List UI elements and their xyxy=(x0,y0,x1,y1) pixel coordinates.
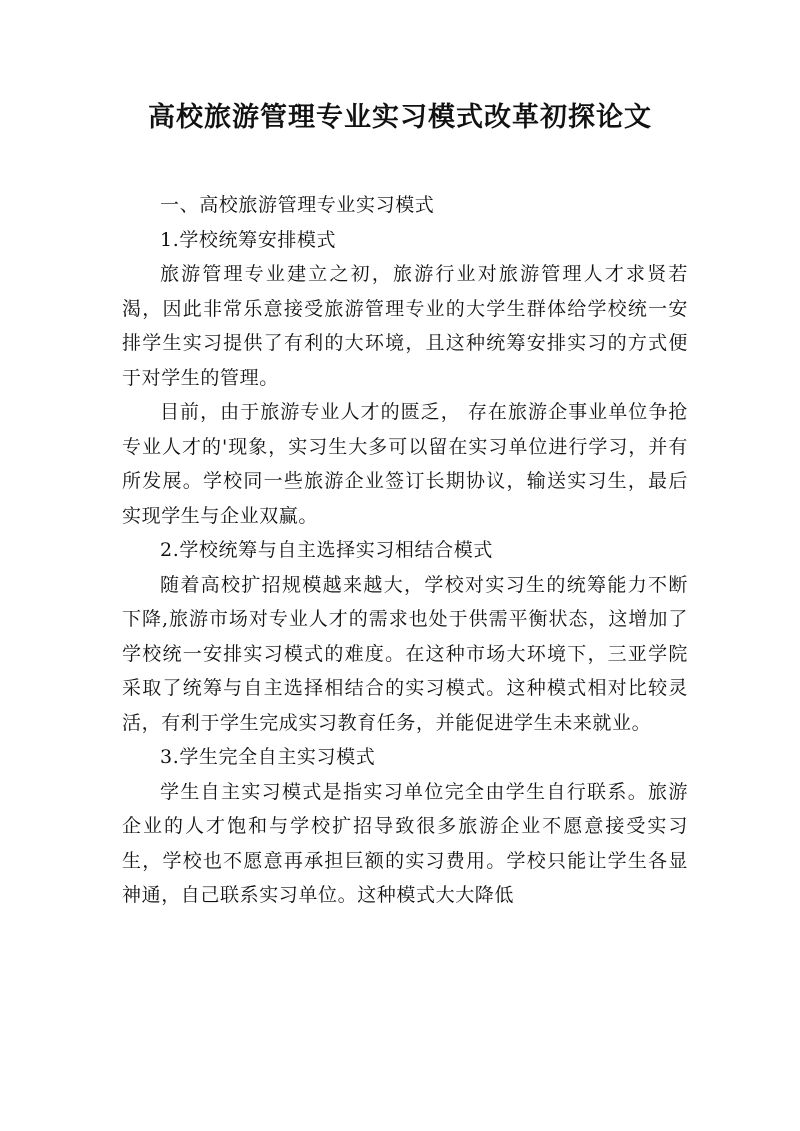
paragraph-2: 目前，由于旅游专业人才的匮乏， 存在旅游企事业单位争抢专业人才的'现象，实习生大多可以留在实习单位进行学习，并有所发展。学校同一些旅游企业签订长期协议，输送实习生，最后实现学生与企业双赢。 xyxy=(122,401,688,527)
section-heading-1: 一、高校旅游管理专业实习模式 xyxy=(160,194,435,216)
subsection-heading-2: 2.学校统筹与自主选择实习相结合模式 xyxy=(160,539,493,561)
document-body xyxy=(122,188,688,913)
subsection-heading-3: 3.学生完全自主实习模式 xyxy=(160,746,376,768)
paragraph-4: 学生自主实习模式是指实习单位完全由学生自行联系。旅游企业的人才饱和与学校扩招导致很多旅游企业不愿意接受实习生，学校也不愿意再承担巨额的实习费用。学校只能让学生各显神通，自己联系实习单位。这种模式大大降低 xyxy=(122,780,688,906)
document-title: 高校旅游管理专业实习模式改革初探论文 xyxy=(148,102,652,133)
paragraph-3: 随着高校扩招规模越来越大，学校对实习生的统筹能力不断下降,旅游市场对专业人才的需求也处于供需平衡状态，这增加了学校统一安排实习模式的难度。在这种市场大环境下，三亚学院采取了统筹与自主选择相结合的实习模式。这种模式相对比较灵活，有利于学生完成实习教育任务，并能促进学生未来就业。 xyxy=(122,573,688,734)
paragraph-1: 旅游管理专业建立之初，旅游行业对旅游管理人才求贤若渴，因此非常乐意接受旅游管理专业的大学生群体给学校统一安排学生实习提供了有利的大环境，且这种统筹安排实习的方式便于对学生的管理。 xyxy=(122,263,688,389)
subsection-heading-1: 1.学校统筹安排模式 xyxy=(160,228,337,251)
